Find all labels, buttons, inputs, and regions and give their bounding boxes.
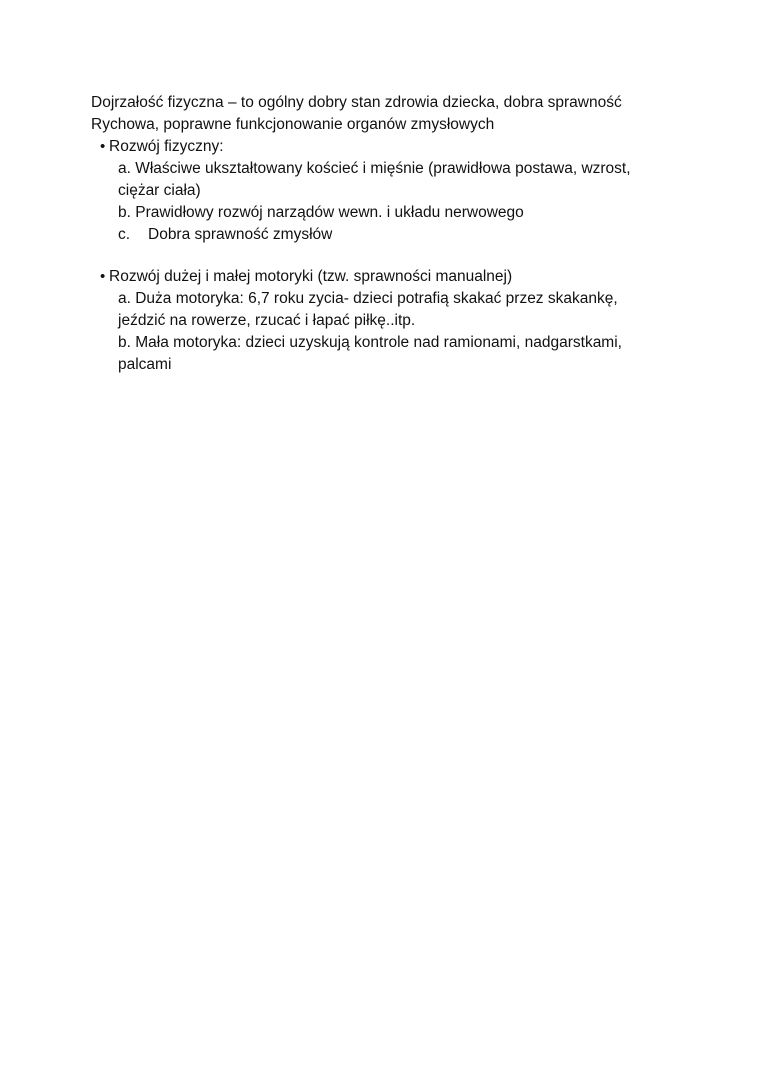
section-2-item-a-line-1: a. Duża motoryka: 6,7 roku zycia- dzieci potrafią skakać przez skakankę, [118, 290, 618, 307]
document-body [91, 92, 691, 376]
section-2-item-b-line-2: palcami [118, 356, 172, 373]
section-2-item-b-line-1: b. Mała motoryka: dzieci uzyskują kontrole nad ramionami, nadgarstkami, [118, 334, 622, 351]
bullet-icon: • [100, 268, 106, 285]
section-1-item-b: b. Prawidłowy rozwój narządów wewn. i układu nerwowego [118, 204, 524, 221]
section-1-item-a-line-2: ciężar ciała) [118, 182, 201, 199]
bullet-icon: • [100, 138, 106, 155]
section-physical-development [91, 136, 691, 246]
section-2-item-a-line-2: jeździć na rowerze, rzucać i łapać piłkę..itp. [118, 312, 416, 329]
section-1-item-c-letter: c. [118, 226, 131, 243]
section-motor-skills [91, 266, 691, 376]
section-1-heading [91, 136, 691, 158]
intro-line-2: Rychowa, poprawne funkcjonowanie organów zmysłowych [91, 116, 495, 133]
section-1-item-c-text: Dobra sprawność zmysłów [148, 226, 333, 243]
section-1-heading-text: Rozwój fizyczny: [109, 138, 224, 155]
intro-line-1: Dojrzałość fizyczna – to ogólny dobry stan zdrowia dziecka, dobra sprawność [91, 94, 622, 111]
section-1-item-c [91, 224, 691, 246]
section-spacer [91, 246, 691, 266]
section-1-item-a-line-1: a. Właściwe ukształtowany kościeć i mięśnie (prawidłowa postawa, wzrost, [118, 160, 631, 177]
section-2-heading-text: Rozwój dużej i małej motoryki (tzw. sprawności manualnej) [109, 268, 513, 285]
section-2-heading [91, 266, 691, 288]
intro-paragraph [91, 92, 691, 136]
